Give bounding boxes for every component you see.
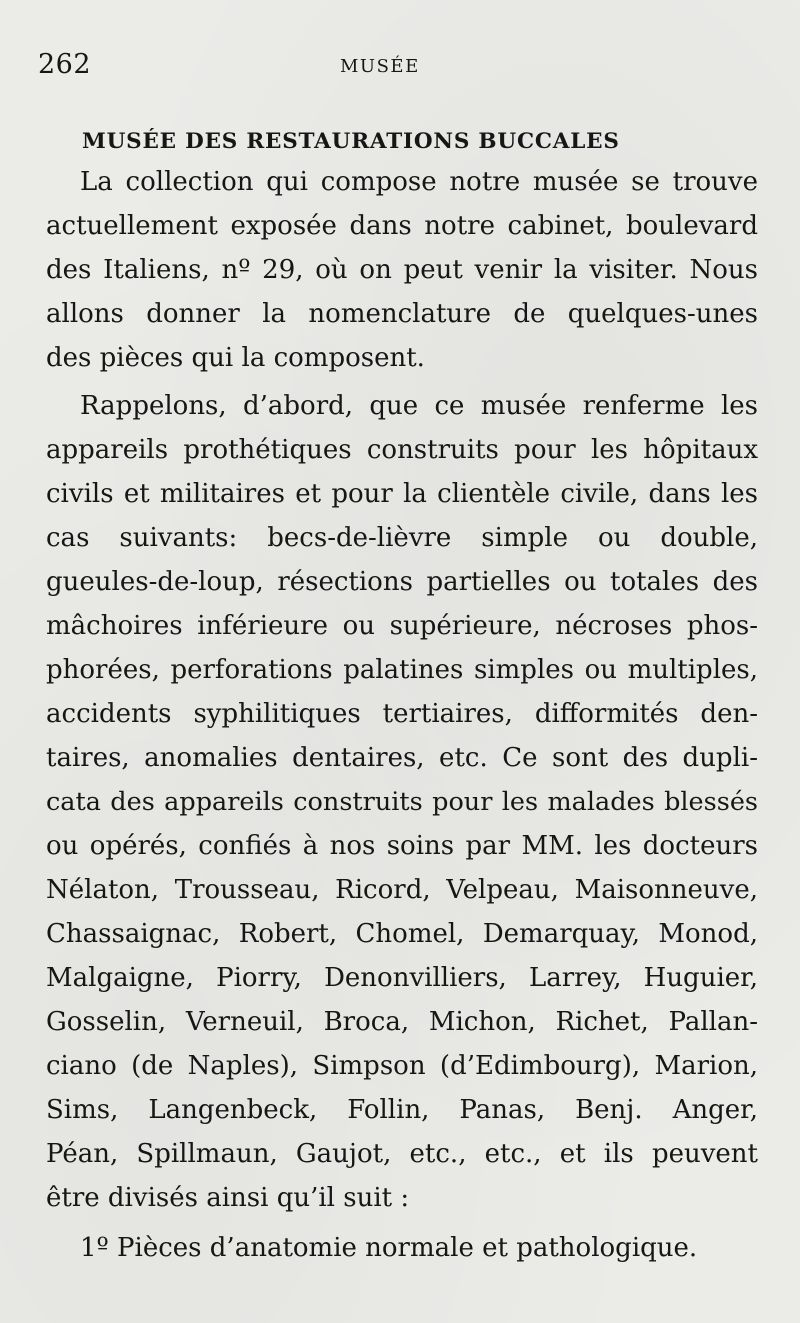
text-line: taires, anomalies dentaires, etc. Ce sont des dupli- bbox=[46, 743, 758, 773]
paragraph-collection bbox=[46, 384, 758, 1220]
list-item-text: 1º Pièces d’anatomie normale et pathologique. bbox=[80, 1233, 698, 1263]
text-line: appareils prothétiques construits pour les hôpitaux bbox=[46, 435, 758, 465]
text-line: ciano (de Naples), Simpson (d’Edimbourg), Marion, bbox=[46, 1051, 758, 1081]
text-line: cas suivants: becs-de-lièvre simple ou double, bbox=[46, 523, 758, 553]
text-line: gueules-de-loup, résections partielles ou totales des bbox=[46, 567, 758, 597]
text-line: civils et militaires et pour la clientèle civile, dans les bbox=[46, 479, 758, 509]
text-line: des Italiens, nº 29, où on peut venir la visiter. Nous bbox=[46, 255, 758, 285]
section-heading: MUSÉE DES RESTAURATIONS BUCCALES bbox=[82, 129, 620, 154]
text-line: ou opérés, confiés à nos soins par MM. les docteurs bbox=[46, 831, 758, 861]
text-line: Rappelons, d’abord, que ce musée renferme les bbox=[80, 391, 758, 421]
text-line: accidents syphilitiques tertiaires, difformités den- bbox=[46, 699, 758, 729]
text-line: Gosselin, Verneuil, Broca, Michon, Richet, Pallan- bbox=[46, 1007, 758, 1037]
text-line: phorées, perforations palatines simples ou multiples, bbox=[46, 655, 758, 685]
body-text bbox=[46, 124, 758, 1270]
text-line: Malgaigne, Piorry, Denonvilliers, Larrey, Huguier, bbox=[46, 963, 758, 993]
text-line: allons donner la nomenclature de quelques-unes bbox=[46, 299, 758, 329]
text-line: Sims, Langenbeck, Follin, Panas, Benj. Anger, bbox=[46, 1095, 758, 1125]
running-title: MUSÉE bbox=[340, 56, 420, 77]
paragraph-intro bbox=[46, 160, 758, 380]
list-item bbox=[46, 1226, 758, 1270]
text-line: La collection qui compose notre musée se trouve bbox=[80, 167, 758, 197]
running-head bbox=[38, 48, 758, 82]
text-line: des pièces qui la composent. bbox=[46, 343, 425, 373]
text-line: Péan, Spillmaun, Gaujot, etc., etc., et ils peuvent bbox=[46, 1139, 758, 1169]
page-number: 262 bbox=[38, 49, 92, 80]
text-line: cata des appareils construits pour les malades blessés bbox=[46, 787, 758, 817]
text-line: mâchoires inférieure ou supérieure, nécroses phos- bbox=[46, 611, 758, 641]
text-line: Nélaton, Trousseau, Ricord, Velpeau, Maisonneuve, bbox=[46, 875, 758, 905]
text-line: être divisés ainsi qu’il suit : bbox=[46, 1183, 410, 1213]
text-line: Chassaignac, Robert, Chomel, Demarquay, Monod, bbox=[46, 919, 758, 949]
text-line: actuellement exposée dans notre cabinet, boulevard bbox=[46, 211, 758, 241]
